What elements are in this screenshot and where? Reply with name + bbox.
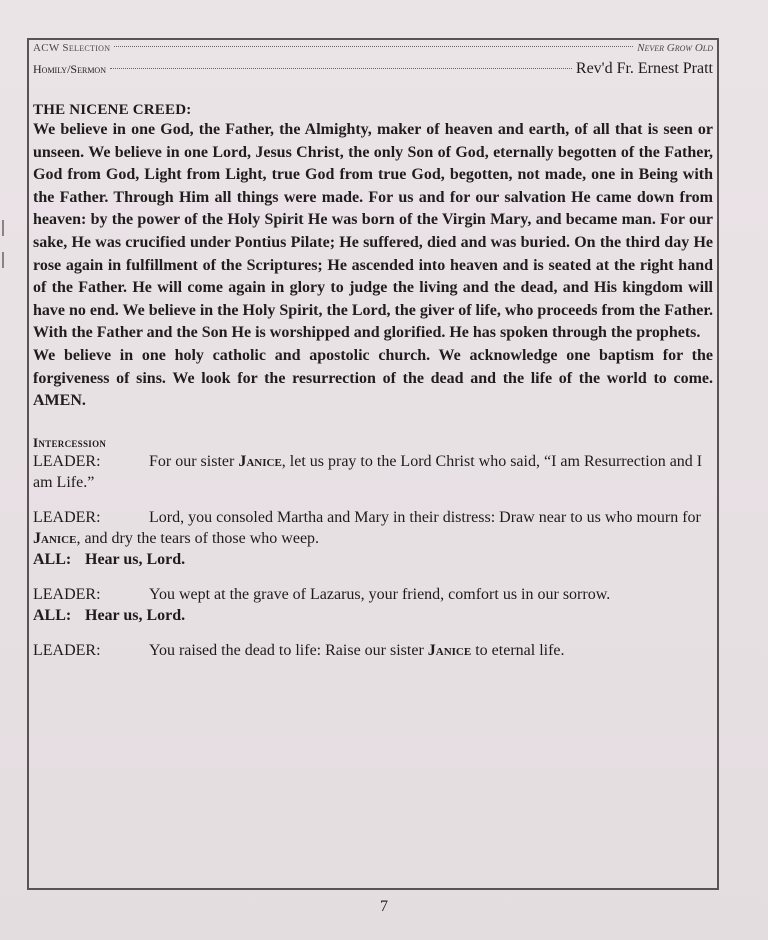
creed-paragraph-1: We believe in one God, the Father, the Almighty, maker of heaven and earth, of all that is seen or unseen. We believe in one Lord, Jesus Christ, the only Son of God, eternally begotten of the Father, God from God, Light from Light, true God from true God, begotten, not made, one in Being with the Father. Through Him all things were made. For us and for our salvation He came down from heaven: by the power of the Holy Spirit He was born of the Virgin Mary, and became man. For our sake, He was crucified under Pontius Pilate; He suffered, died and was buried. On the third day He rose again in fulfillment of the Scriptures; He ascended into heaven and is seated at the right hand of the Father. He will come again in glory to judge the living and the dead, and His kingdom will have no end. We believe in the Holy Spirit, the Lord, the giver of life, who proceeds from the Father. With the Father and the Son He is worshipped and glorified. He has spoken through the prophets. (33, 121, 713, 342)
prayer-text: , and dry the tears of those who weep. (76, 529, 320, 547)
selection-value: Never Grow Old (637, 42, 713, 54)
prayer-text: Lord, you consoled Martha and Mary in their distress: Draw near to us who mourn for (149, 508, 701, 526)
response-1 (33, 549, 713, 570)
leader-label: LEADER: (33, 452, 101, 470)
all-label: ALL: (33, 606, 72, 624)
homily-row (33, 60, 713, 86)
deceased-name: Janice (427, 641, 472, 659)
leader-label: LEADER: (33, 508, 101, 526)
leader-label: LEADER: (33, 585, 101, 603)
creed-paragraph-2: We believe in one holy catholic and apostolic church. We acknowledge one baptism for the forgiveness of sins. We look for the resurrection of the dead and the life of the world to come. AMEN. (33, 346, 713, 410)
all-label: ALL: (33, 550, 72, 568)
intercession-title: Intercession (33, 434, 107, 450)
prayer-text: For our sister (149, 452, 239, 470)
prayer-text: You raised the dead to life: Raise our sister (149, 641, 428, 659)
response-text: Hear us, Lord. (85, 606, 186, 624)
deceased-name: Janice (238, 452, 282, 470)
prayer-text: , let us pray to the Lord Christ who said, “I am Resurrection and I am Life.” (33, 452, 703, 491)
selection-row (33, 42, 713, 60)
prayer-3 (33, 584, 713, 605)
leader-label: LEADER: (33, 641, 101, 659)
response-2 (33, 605, 713, 626)
deceased-name: Janice (33, 529, 77, 547)
prayer-text: You wept at the grave of Lazarus, your friend, comfort us in our sorrow. (149, 585, 611, 603)
creed-title: THE NICENE CREED: (33, 102, 192, 118)
prayer-text: to eternal life. (471, 641, 565, 659)
response-text: Hear us, Lord. (85, 550, 186, 568)
homily-value: Rev'd Fr. Ernest Pratt (575, 60, 713, 77)
prayer-4 (33, 640, 713, 661)
creed-text (33, 119, 713, 413)
dot-leader (114, 46, 633, 47)
dot-leader (110, 68, 572, 69)
selection-label: ACW Selection (33, 42, 111, 54)
edge-mark (2, 220, 10, 236)
page-content (33, 42, 713, 661)
edge-mark (2, 252, 10, 268)
homily-label: Homily/Sermon (33, 62, 106, 76)
prayer-2 (33, 507, 713, 549)
prayer-1 (33, 451, 713, 493)
page-number: 7 (380, 898, 388, 915)
